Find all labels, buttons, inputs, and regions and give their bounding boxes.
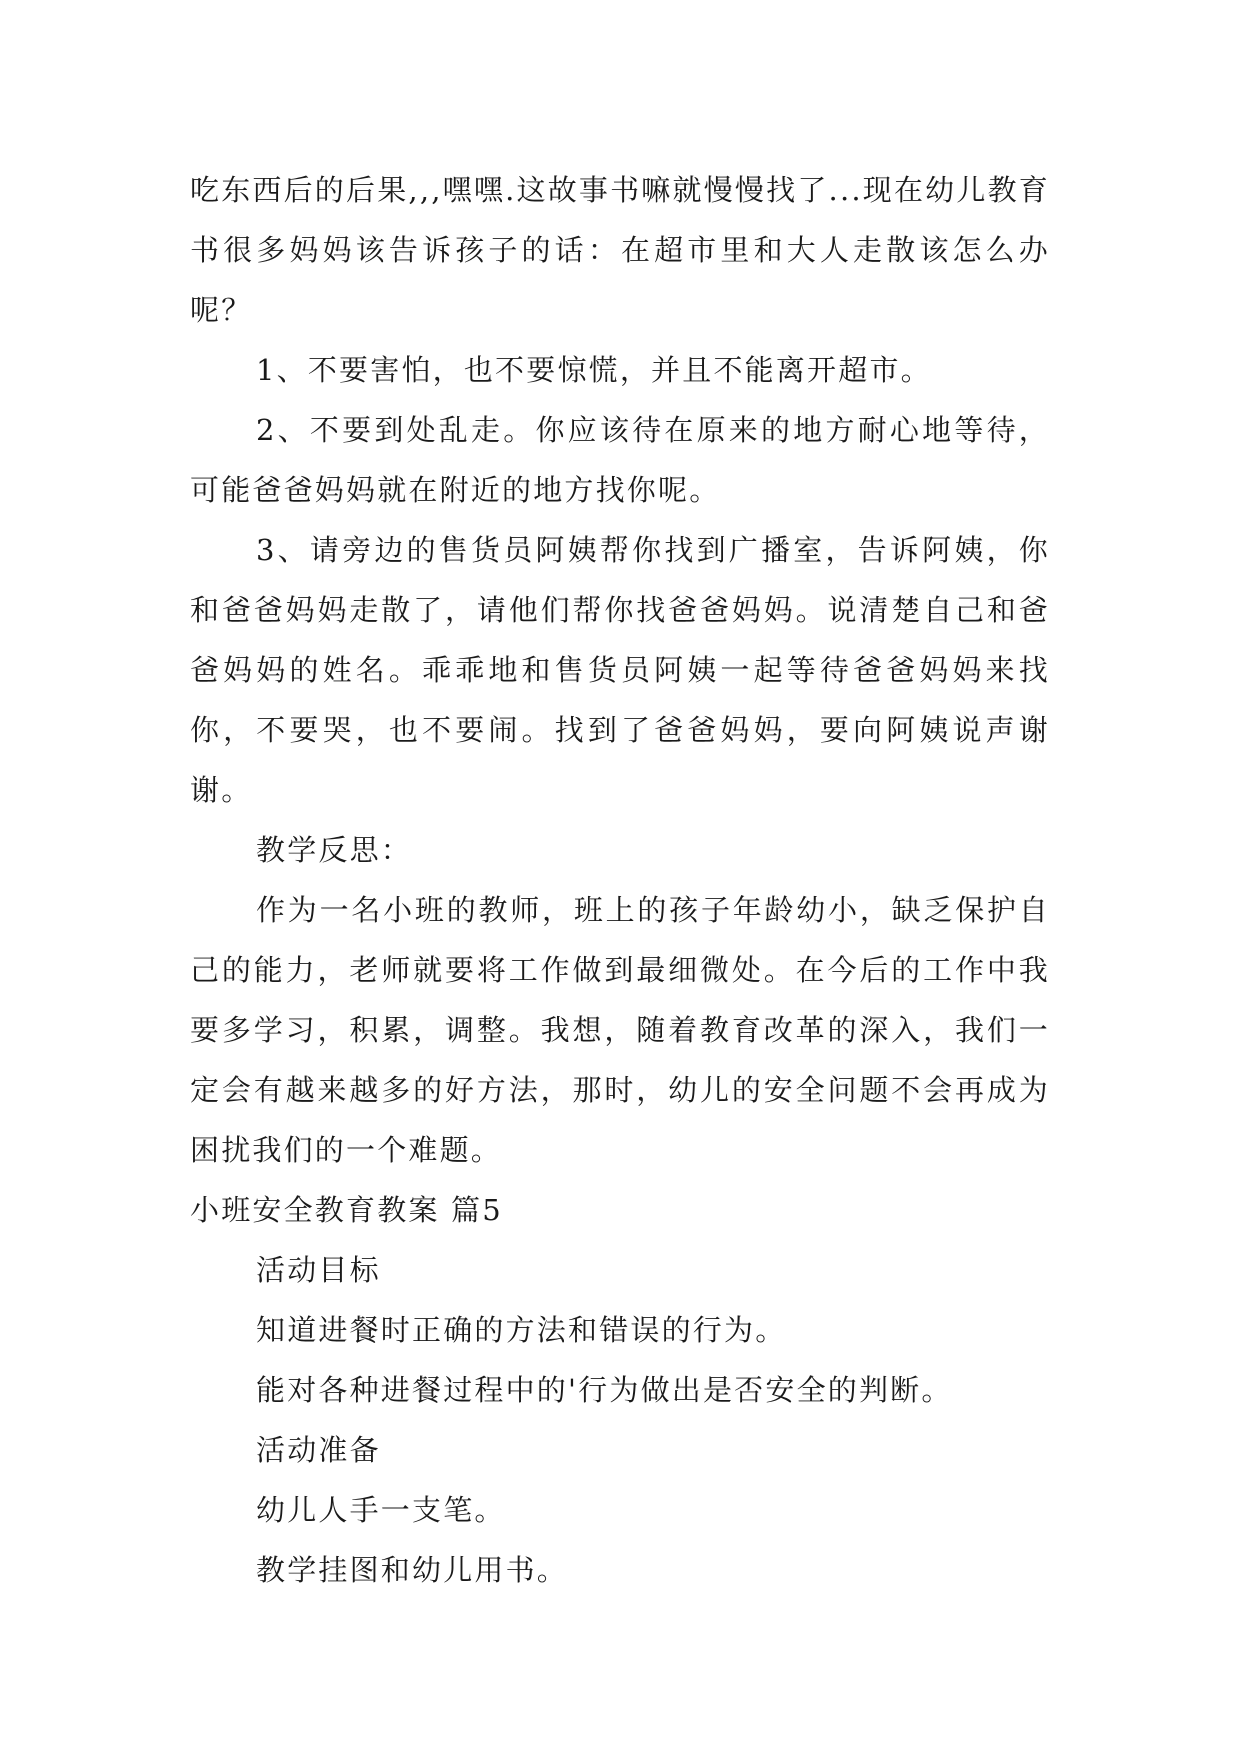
document-body [190,160,1050,1600]
paragraph-reflection: 作为一名小班的教师，班上的孩子年龄幼小，缺乏保护自己的能力，老师就要将工作做到最细微处。在今后的工作中我要多学习，积累，调整。我想，随着教育改革的深入，我们一定会有越来越多的好方法，那时，幼儿的安全问题不会再成为困扰我们的一个难题。 [190,893,1050,1167]
paragraph-reflection-title: 教学反思： [256,833,413,867]
section-item-prep-title: 活动准备 [256,1433,381,1467]
paragraph-intro: 吃东西后的后果,,,嘿嘿.这故事书嘛就慢慢找了...现在幼儿教育书很多妈妈该告诉孩子的话：在超市里和大人走散该怎么办呢？ [190,173,1050,327]
paragraph-tip-3: 3、请旁边的售货员阿姨帮你找到广播室，告诉阿姨，你和爸爸妈妈走散了，请他们帮你找爸爸妈妈。说清楚自己和爸爸妈妈的姓名。乖乖地和售货员阿姨一起等待爸爸妈妈来找你，不要哭，也不要闹。找到了爸爸妈妈，要向阿姨说声谢谢。 [190,533,1050,807]
section-item-prep-1: 幼儿人手一支笔。 [256,1493,506,1527]
section-item-goal-1: 知道进餐时正确的方法和错误的行为。 [256,1313,787,1347]
section-item-goal-2: 能对各种进餐过程中的'行为做出是否安全的判断。 [256,1373,953,1407]
paragraph-tip-1: 1、不要害怕，也不要惊慌，并且不能离开超市。 [256,353,932,387]
section-item-prep-2: 教学挂图和幼儿用书。 [256,1553,569,1587]
section-item-goal-title: 活动目标 [256,1253,381,1287]
paragraph-tip-2: 2、不要到处乱走。你应该待在原来的地方耐心地等待，可能爸爸妈妈就在附近的地方找你呢。 [190,413,1050,507]
section-heading: 小班安全教育教案 篇5 [190,1193,503,1227]
